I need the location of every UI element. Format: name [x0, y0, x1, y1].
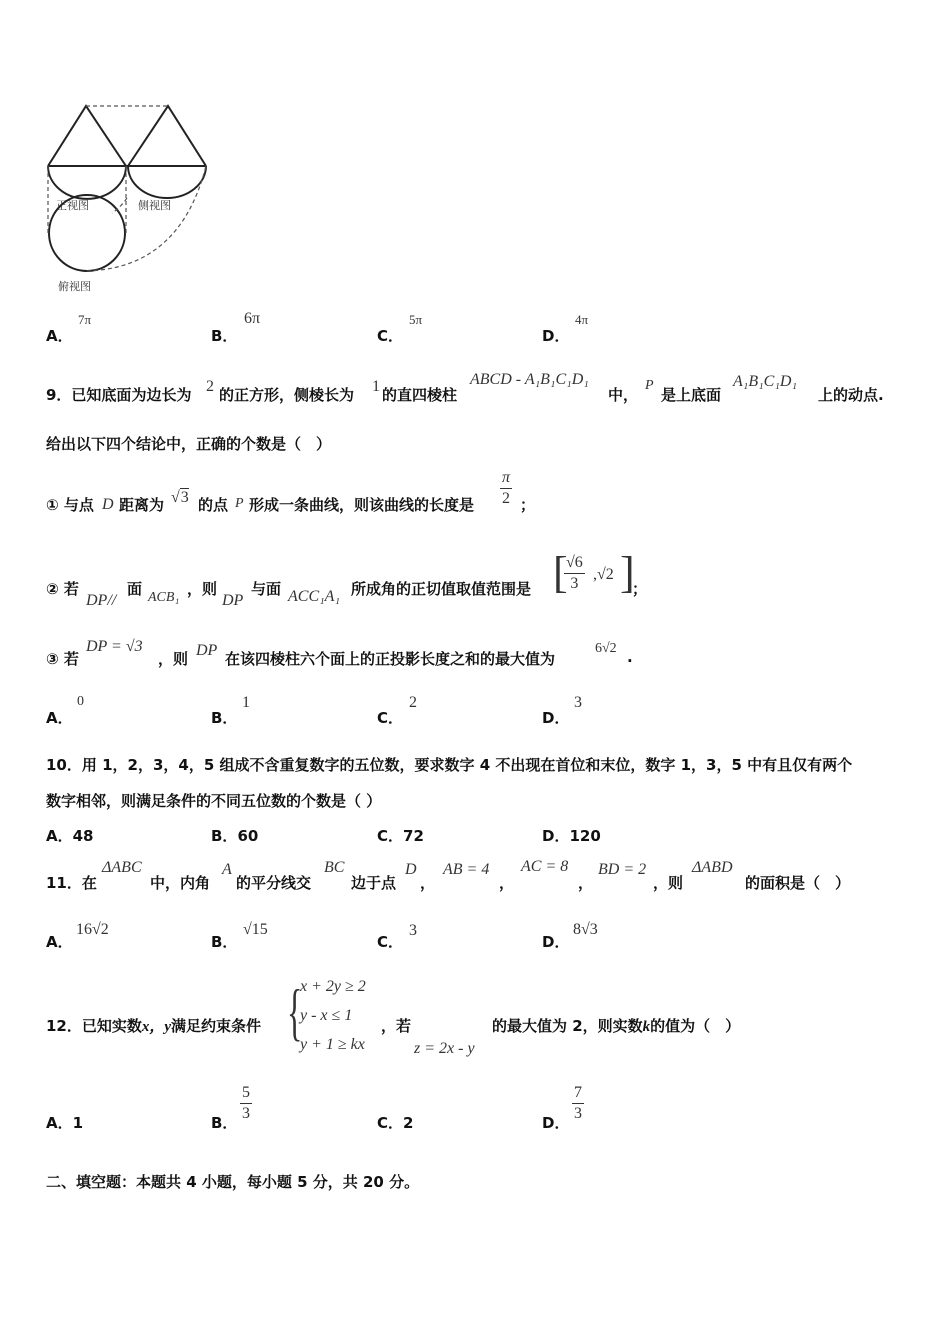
q10-line-1: 10．用 1，2，3，4，5 组成不含重复数字的五位数，要求数字 4 不出现在首位和末位，数字 1，3，5 中有且仅有两个 — [46, 756, 853, 774]
q11-ab: AB = 4 — [443, 861, 490, 878]
q12-option-b-den: 3 — [242, 1105, 250, 1122]
q12-constraint-1: x + 2y ≥ 2 — [300, 978, 366, 995]
q12-option-a: A．1 — [46, 1114, 84, 1132]
q9-option-c-value: 2 — [409, 694, 417, 711]
q11-option-a-label: A． — [46, 933, 73, 951]
q11-option-d-label: D． — [542, 933, 570, 951]
q9-text-4: 中， — [608, 386, 639, 404]
q9-s1-den: 2 — [502, 490, 510, 507]
side-view-label: 侧视图 — [138, 199, 171, 212]
q11-text-2: 中，内角 — [150, 874, 211, 892]
q9-s1-sqrt: √3 — [171, 489, 189, 506]
q11-triangle: ΔABC — [102, 859, 142, 876]
q12-constraint-3: y + 1 ≥ kx — [300, 1036, 365, 1053]
q12-option-d-den: 3 — [574, 1105, 582, 1122]
q10-option-c: C．72 — [377, 827, 424, 845]
q11-comma-3: ， — [578, 874, 594, 892]
q11-text-3: 的平分线交 — [236, 874, 312, 892]
q9-s2-upper: ,√2 — [593, 566, 614, 583]
q9-s1-d: D — [102, 496, 114, 513]
q9-s3-eq: DP = √3 — [86, 638, 143, 655]
q9-s2-num: √6 — [564, 553, 585, 574]
q9-text-2: 的正方形，侧棱长为 — [219, 386, 355, 404]
q9-s2-fraction — [564, 553, 585, 594]
q12-vars: x，y — [141, 1019, 172, 1035]
q11-angle: A — [222, 861, 232, 878]
q9-s1-text-4: 形成一条曲线，则该曲线的长度是 — [249, 496, 475, 514]
q11-text-6: 的面积是（ ） — [745, 874, 851, 892]
q9-s2-text-3: 与面 — [251, 580, 282, 598]
q11-option-b-value: √15 — [243, 921, 268, 938]
q8-option-c-label: C． — [377, 327, 404, 345]
q9-question-line: 给出以下四个结论中，正确的个数是（ ） — [46, 435, 332, 453]
side-view-triangle — [128, 106, 206, 166]
q11-text-4: 边于点 — [351, 874, 397, 892]
q9-text-6: 上的动点. — [818, 386, 884, 404]
q9-s1-p: P — [235, 496, 244, 511]
q12-k: k — [642, 1019, 651, 1035]
front-view-semicircle — [48, 166, 126, 199]
section-2-heading: 二、填空题：本题共 4 小题，每小题 5 分，共 20 分。 — [46, 1173, 420, 1191]
q12-option-d-label: D． — [542, 1114, 570, 1132]
q12-text-1: 12．已知实数x，y满足约束条件 — [46, 1017, 262, 1035]
q9-top-face: A₁B₁C₁D₁ — [733, 373, 798, 390]
q9-option-a-value: 0 — [77, 694, 84, 709]
q9-s1-num: π — [500, 468, 512, 489]
q8-option-a-value: 7π — [78, 312, 92, 327]
q11-ac: AC = 8 — [521, 858, 569, 875]
q12-objective: z = 2x - y — [414, 1040, 475, 1057]
q12-option-d-num: 7 — [572, 1083, 584, 1104]
q9-s1-root: 3 — [180, 489, 189, 506]
q9-text-5: 是上底面 — [661, 386, 722, 404]
q9-s3-value: 6√2 — [595, 641, 617, 656]
q9-s2-den: 3 — [570, 575, 579, 592]
q9-option-d-value: 3 — [574, 694, 582, 711]
q9-s3-text-3: 在该四棱柱六个面上的正投影长度之和的最大值为 — [225, 650, 556, 668]
q10-option-d: D．120 — [542, 827, 601, 845]
q8-option-b-value: 6π — [244, 310, 261, 327]
q9-s2-dp: DP// — [86, 592, 117, 609]
q12-option-d-fraction — [572, 1083, 584, 1124]
q8-option-a-label: A． — [46, 327, 73, 345]
q9-s2-bracket-close: ] — [620, 548, 635, 597]
q12-option-b-num: 5 — [240, 1083, 252, 1104]
side-view-semicircle — [128, 166, 206, 198]
q9-option-d-label: D． — [542, 709, 570, 727]
q9-s1-text-2: 距离为 — [119, 496, 165, 514]
q9-edge: 1 — [372, 378, 380, 395]
q11-point: D — [405, 861, 417, 878]
q9-s2-dp2: DP — [222, 592, 244, 609]
q9-s2-face2: ACC₁A₁ — [288, 588, 341, 605]
front-view-label: 正视图 — [56, 199, 89, 212]
q11-text-5: ，则 — [653, 874, 684, 892]
q11-comma-2: ， — [499, 874, 515, 892]
q9-p: P — [645, 378, 654, 393]
q9-s1-fraction — [500, 468, 512, 509]
q9-s2-text-4: 所成角的正切值取值范围是 — [351, 580, 532, 598]
q8-option-c-value: 5π — [409, 312, 423, 327]
q9-option-a-label: A． — [46, 709, 73, 727]
q11-text-1: 11．在 — [46, 874, 97, 892]
q11-bd: BD = 2 — [598, 861, 647, 878]
q9-s2-text-2: ，则 — [187, 580, 218, 598]
q12-text-3: 的最大值为 2，则实数k的值为（ ） — [492, 1017, 741, 1035]
q11-option-c-label: C． — [377, 933, 404, 951]
q9-option-c-label: C． — [377, 709, 404, 727]
top-view-label: 俯视图 — [58, 280, 91, 293]
q9-s2-bracket-open: [ — [553, 548, 568, 597]
q11-option-c-value: 3 — [409, 922, 417, 939]
q9-s1-text-1: ① 与点 — [46, 496, 94, 514]
q9-s1-end: ； — [520, 496, 536, 514]
q9-s2-face1: ACB₁ — [148, 590, 180, 605]
q9-s3-text-2: ，则 — [158, 650, 189, 668]
q9-s3-text-1: ③ 若 — [46, 650, 79, 668]
q12-constraint-2: y - x ≤ 1 — [300, 1007, 353, 1024]
q12-brace: { — [287, 976, 303, 1047]
q9-text-3: 的直四棱柱 — [382, 386, 458, 404]
q8-option-d-value: 4π — [575, 312, 589, 327]
q8-option-d-label: D． — [542, 327, 570, 345]
q10-line-2: 数字相邻，则满足条件的不同五位数的个数是（ ） — [46, 792, 382, 810]
q9-text-1: 9．已知底面为边长为 — [46, 386, 192, 404]
q9-s2-face-word: 面 — [127, 580, 143, 598]
q11-comma-1: ， — [420, 874, 436, 892]
q12-text-2: ，若 — [381, 1017, 412, 1035]
q12-option-c: C．2 — [377, 1114, 414, 1132]
q9-s3-dp: DP — [196, 642, 218, 659]
q12-option-b-fraction — [240, 1083, 252, 1124]
q11-option-b-label: B． — [211, 933, 238, 951]
q9-option-b-label: B． — [211, 709, 238, 727]
q11-triangle-2: ΔABD — [692, 859, 733, 876]
q10-option-a: A．48 — [46, 827, 94, 845]
q8-option-b-label: B． — [211, 327, 238, 345]
q12-option-b-label: B． — [211, 1114, 238, 1132]
q11-option-a-value: 16√2 — [76, 921, 109, 938]
q9-side: 2 — [206, 378, 214, 395]
q9-prism: ABCD - A₁B₁C₁D₁ — [470, 371, 589, 388]
q11-option-d-value: 8√3 — [573, 921, 598, 938]
q9-s3-end: . — [627, 648, 633, 666]
front-view-triangle — [48, 106, 126, 166]
q9-s1-text-3: 的点 — [198, 496, 229, 514]
q9-option-b-value: 1 — [242, 694, 250, 711]
q9-s2-end: ； — [632, 580, 648, 598]
q9-s2-text-1: ② 若 — [46, 580, 79, 598]
q10-option-b: B．60 — [211, 827, 259, 845]
q11-bc: BC — [324, 859, 345, 876]
